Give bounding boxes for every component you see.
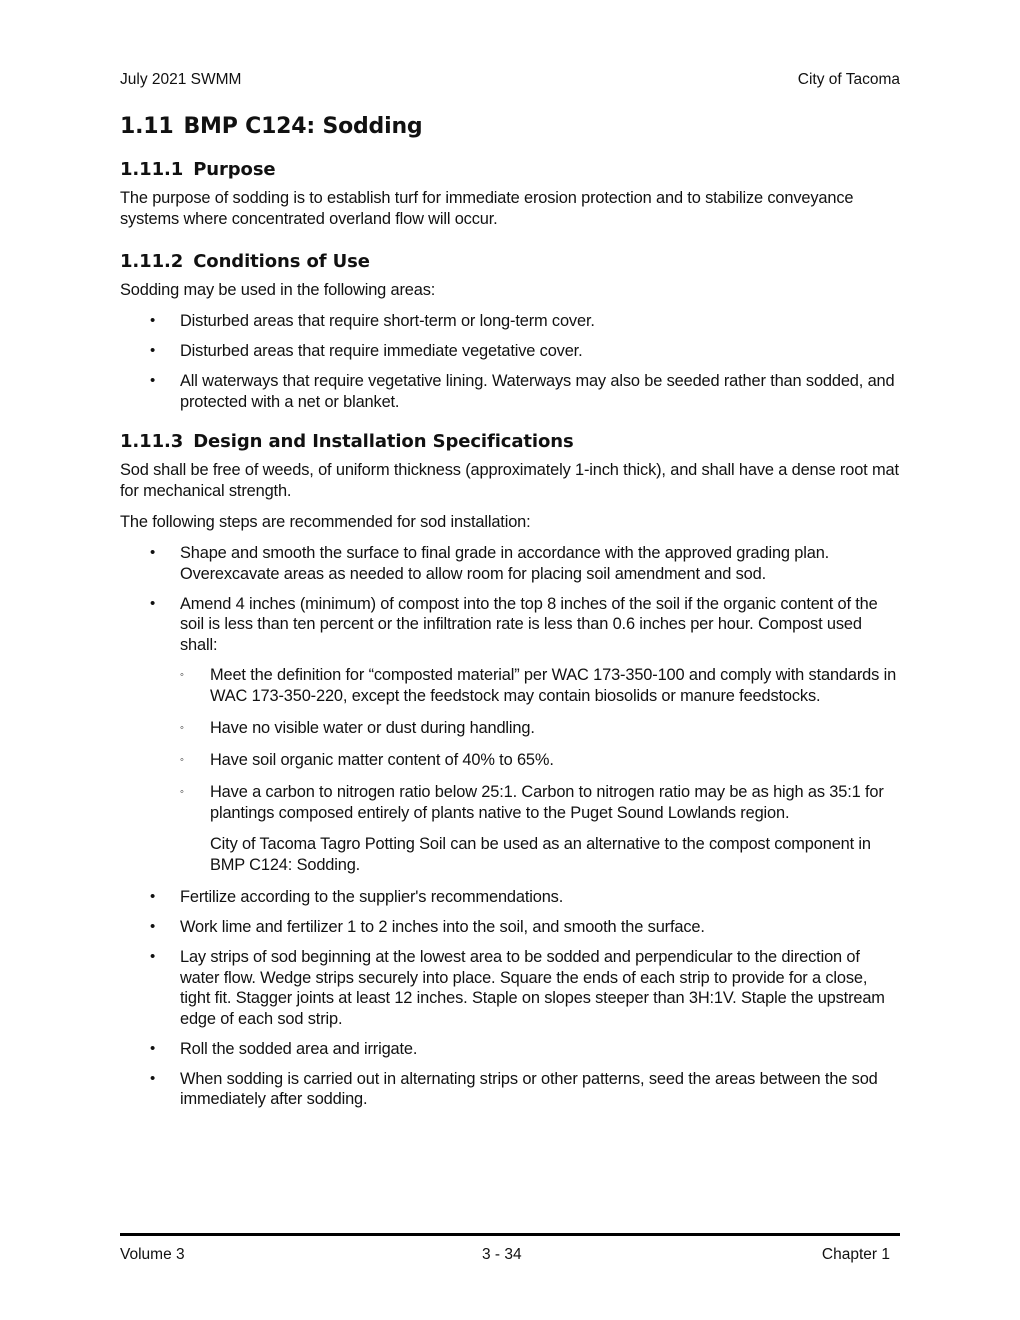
- sub-list-item-text: Have no visible water or dust during handling.: [210, 719, 535, 737]
- list-item: [120, 917, 900, 938]
- footer-chapter: Chapter 1: [821, 1246, 890, 1263]
- list-item-text: Amend 4 inches (minimum) of compost into the top 8 inches of the soil if the organic content of the soil is less than ten percent or the infiltration rate is less than 0.6 inches per hour. Compost used shall:: [180, 594, 878, 654]
- footer-divider: [120, 1233, 900, 1236]
- section-number: 1.11.1: [120, 159, 184, 180]
- section-heading-conditions: [120, 250, 900, 274]
- design-paragraph-steps-intro: The following steps are recommended for sod installation:: [120, 513, 531, 531]
- header-date-manual: July 2021 SWMM: [120, 71, 242, 88]
- section-heading-text: Design and Installation Specifications: [193, 431, 574, 452]
- page-title: [120, 112, 900, 142]
- hollow-bullet-icon: ◦: [180, 669, 184, 681]
- section-heading-text: Purpose: [193, 159, 276, 180]
- list-item-text: Fertilize according to the supplier's recommendations.: [180, 888, 564, 906]
- footer-volume: Volume 3: [120, 1246, 185, 1263]
- bullet-icon: •: [150, 372, 156, 389]
- running-footer: [120, 1246, 900, 1266]
- hollow-bullet-icon: ◦: [180, 722, 184, 734]
- list-item: [120, 341, 900, 362]
- list-item: [120, 1069, 900, 1110]
- list-item: [120, 543, 900, 584]
- bullet-icon: •: [150, 312, 156, 329]
- conditions-list: [120, 311, 900, 412]
- sub-list-item-text: Have soil organic matter content of 40% to 65%.: [210, 751, 554, 769]
- section-design-installation: [120, 430, 900, 1110]
- section-purpose: [120, 158, 900, 230]
- sub-list-item: [180, 718, 900, 739]
- list-item-text: Disturbed areas that require immediate vegetative cover.: [180, 342, 583, 360]
- list-item: [120, 371, 900, 412]
- hollow-bullet-icon: ◦: [180, 786, 184, 798]
- list-item: [120, 887, 900, 908]
- section-heading-text: Conditions of Use: [193, 251, 370, 272]
- compost-requirements-list: [180, 665, 900, 876]
- bullet-icon: •: [150, 594, 156, 612]
- list-item-text: When sodding is carried out in alternating strips or other patterns, seed the areas between the sod immediately after sodding.: [180, 1069, 878, 1108]
- list-item-text: Lay strips of sod beginning at the lowest area to be sodded and perpendicular to the direction of water flow. Wedge strips securely into place. Square the ends of each strip to provide for a close, tight fit. Stagger joints at least 12 inches. Staple on slopes steeper than 3H:1V. Staple the upstream edge of each sod strip.: [180, 948, 885, 1028]
- document-page: [120, 0, 900, 1320]
- list-item: [120, 594, 900, 877]
- list-item: [120, 1039, 900, 1060]
- list-item: [120, 947, 900, 1029]
- section-conditions-of-use: [120, 250, 900, 412]
- bullet-icon: •: [150, 1039, 156, 1057]
- list-item-text: Disturbed areas that require short-term or long-term cover.: [180, 312, 595, 330]
- bullet-icon: •: [150, 544, 156, 561]
- list-item: [120, 311, 900, 332]
- compost-alternative-note: City of Tacoma Tagro Potting Soil can be used as an alternative to the compost component in BMP C124: Sodding.: [210, 835, 871, 874]
- header-organization: City of Tacoma: [797, 71, 900, 88]
- list-item-text: Roll the sodded area and irrigate.: [180, 1039, 418, 1058]
- list-item-text: All waterways that require vegetative lining. Waterways may also be seeded rather than sodded, and protected with a net or blanket.: [180, 372, 895, 411]
- list-item-text: Shape and smooth the surface to final grade in accordance with the approved grading plan. Overexcavate areas as needed to allow room for placing soil amendment and sod.: [180, 544, 830, 583]
- section-number: 1.11.2: [120, 251, 184, 272]
- document-content: [120, 112, 900, 1124]
- section-number: 1.11.3: [120, 431, 184, 452]
- bullet-icon: •: [150, 948, 156, 965]
- title-text: BMP C124: Sodding: [183, 114, 423, 139]
- purpose-paragraph: The purpose of sodding is to establish turf for immediate erosion protection and to stabilize conveyance systems where concentrated overland flow will occur.: [120, 189, 854, 228]
- list-item-text: Work lime and fertilizer 1 to 2 inches into the soil, and smooth the surface.: [180, 918, 705, 936]
- sub-list-item-text: Have a carbon to nitrogen ratio below 25:1. Carbon to nitrogen ratio may be as high as 35:1 for plantings composed entirely of plants native to the Puget Sound Lowlands region.: [210, 783, 884, 822]
- bullet-icon: •: [150, 888, 156, 905]
- page-number: 3 - 34: [482, 1246, 522, 1263]
- sub-list-item: [180, 750, 900, 771]
- design-paragraph-sod-quality: Sod shall be free of weeds, of uniform thickness (approximately 1-inch thick), and shall have a dense root mat for mechanical strength.: [120, 461, 899, 500]
- sub-list-item: [180, 782, 900, 876]
- hollow-bullet-icon: ◦: [180, 754, 184, 766]
- sub-list-item-text: Meet the definition for “composted material” per WAC 173-350-100 and comply with standards in WAC 173-350-220, except the feedstock may contain biosolids or manure feedstocks.: [210, 666, 897, 705]
- sub-list-item: [180, 665, 900, 707]
- section-heading-design: [120, 430, 900, 454]
- conditions-intro: Sodding may be used in the following areas:: [120, 281, 436, 299]
- section-heading-purpose: [120, 158, 900, 182]
- title-number: 1.11: [120, 114, 174, 139]
- bullet-icon: •: [150, 342, 156, 359]
- bullet-icon: •: [150, 918, 156, 935]
- installation-steps-list: [120, 543, 900, 1110]
- bullet-icon: •: [150, 1069, 156, 1087]
- running-header: [120, 71, 900, 91]
